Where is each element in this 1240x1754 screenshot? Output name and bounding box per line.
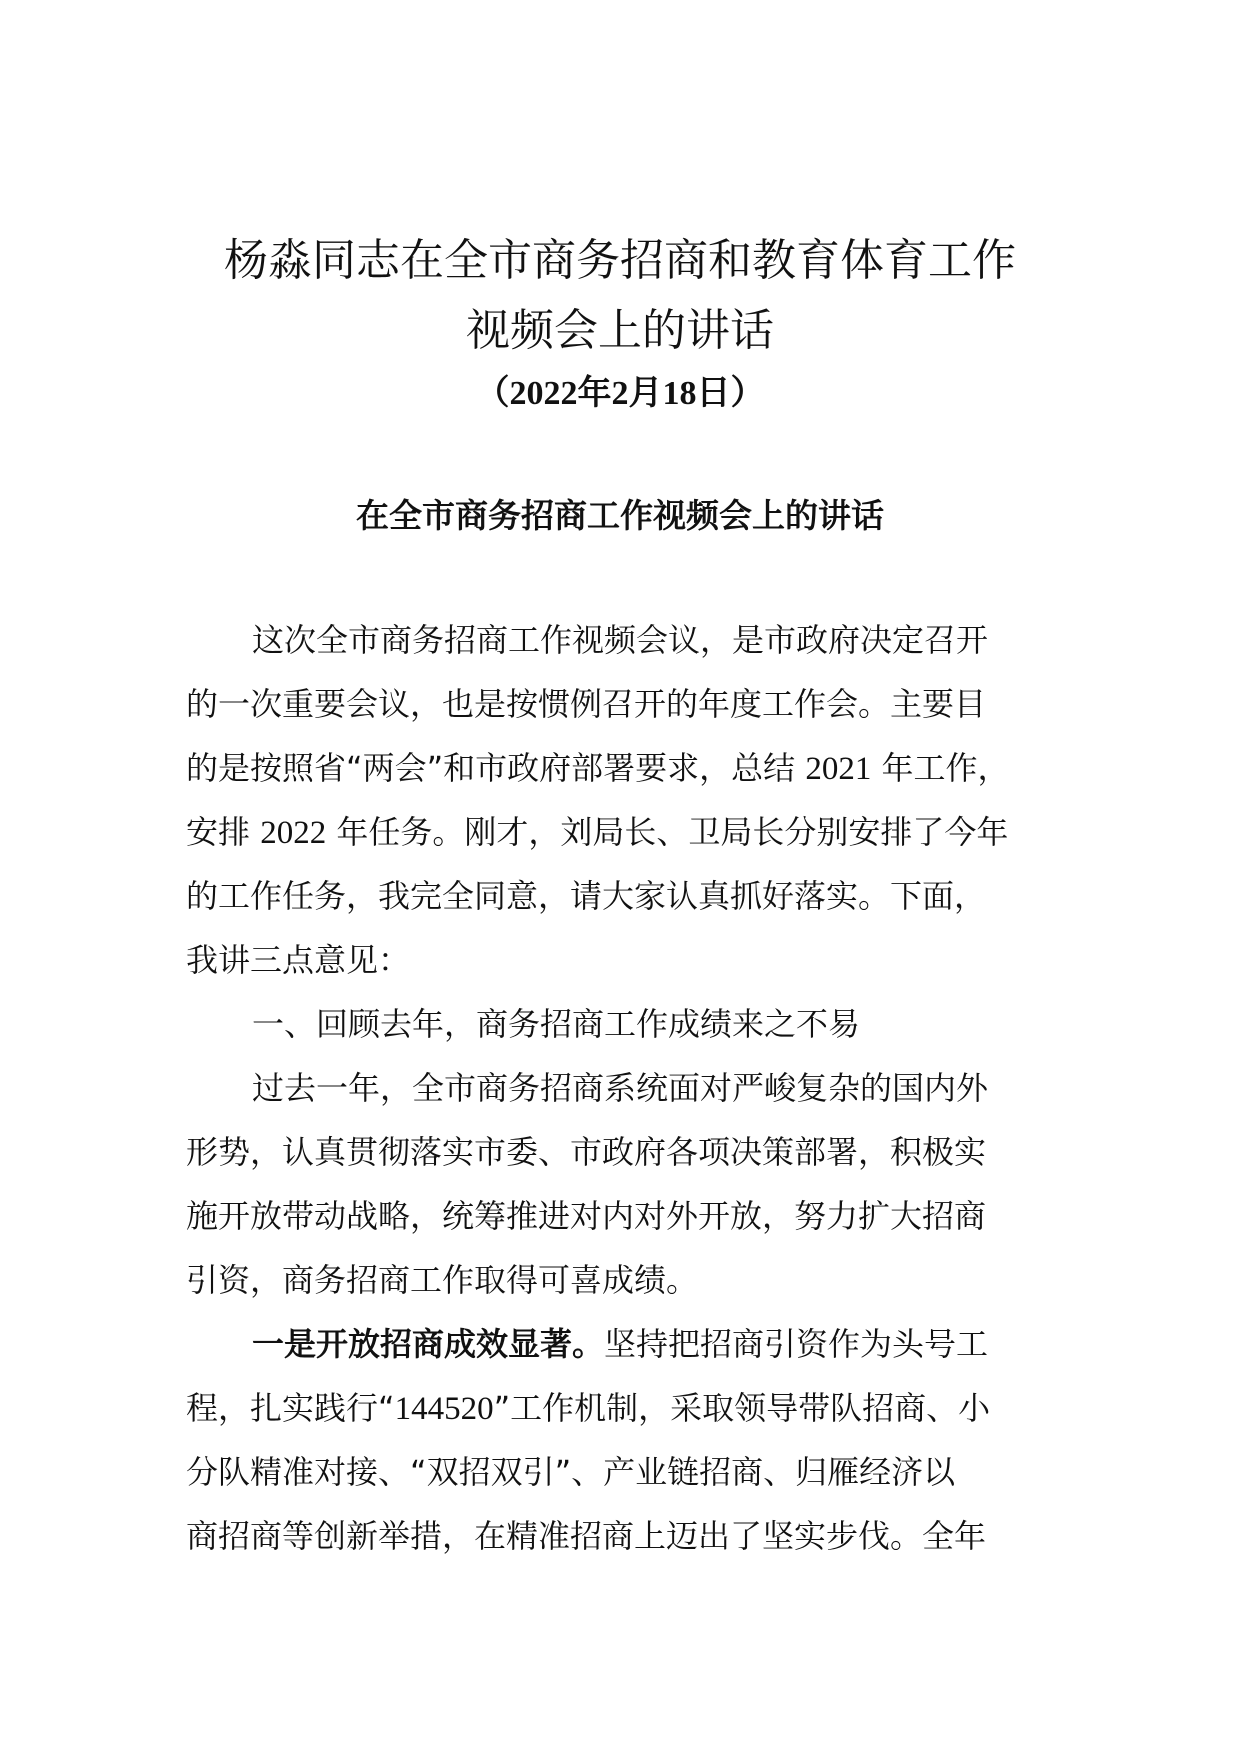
paragraph-line: [252, 1066, 988, 1110]
line-text: 年任务。刚才，刘局长、卫局长分别安排了今年: [336, 813, 1009, 851]
paragraph-line: [186, 682, 986, 726]
paragraph-line: [186, 874, 986, 918]
line-text: 的是按照省“两会”和市政府部署要求，总结: [186, 749, 796, 787]
paragraph-line: [186, 746, 1010, 791]
paragraph-line: [186, 810, 1008, 855]
line-text: 程，扎实践行“: [186, 1389, 395, 1427]
line-text: 这次全市商务招商工作视频会议，是市政府决定召开: [252, 621, 989, 659]
section-subtitle: 在全市商务招商工作视频会上的讲话: [356, 496, 884, 535]
paragraph-line: [186, 938, 410, 982]
section-heading-1: [252, 1002, 860, 1046]
document-title-line-1: 杨淼同志在全市商务招商和教育体育工作: [224, 235, 1016, 286]
line-text: ”工作机制，采取领导带队招商、小: [493, 1389, 991, 1427]
paragraph-line: [186, 1450, 955, 1494]
paragraph-line: [186, 1258, 698, 1302]
line-text: 的工作任务，我完全同意，请大家认真抓好落实。下面，: [186, 877, 987, 915]
line-text: 安排: [186, 813, 251, 851]
line-text: 的一次重要会议，也是按惯例召开的年度工作会。主要目: [186, 685, 987, 723]
paragraph-line: [186, 1386, 990, 1431]
paragraph-line: [186, 1130, 986, 1174]
paragraph-line: [186, 1194, 986, 1238]
paragraph-line: [252, 1322, 988, 1366]
year-number: 2021: [805, 751, 872, 787]
paragraph-line: [186, 1514, 986, 1558]
paragraph-line: [252, 618, 988, 662]
line-text: 坚持把招商引资作为头号工: [604, 1325, 989, 1363]
mechanism-number: 144520: [394, 1391, 494, 1427]
line-text: 过去一年，全市商务招商系统面对严峻复杂的国内外: [252, 1069, 989, 1107]
line-text: 年工作，: [881, 749, 1010, 787]
line-text: 施开放带动战略，统筹推进对内对外开放，努力扩大招商: [186, 1197, 987, 1235]
document-title-line-2: 视频会上的讲话: [466, 305, 774, 356]
line-text: 商招商等创新举措，在精准招商上迈出了坚实步伐。全年: [186, 1517, 987, 1555]
line-text: 引资，商务招商工作取得可喜成绩。: [186, 1261, 699, 1299]
line-text: 我讲三点意见：: [186, 941, 411, 979]
bold-lead-phrase: 一是开放招商成效显著。: [252, 1325, 605, 1363]
heading-text: 一、回顾去年，商务招商工作成绩来之不易: [252, 1005, 861, 1043]
document-date: （2022年2月18日）: [475, 375, 765, 412]
line-text: 形势，认真贯彻落实市委、市政府各项决策部署，积极实: [186, 1133, 987, 1171]
line-text: 分队精准对接、“双招双引”、产业链招商、归雁经济以: [186, 1453, 956, 1491]
year-number: 2022: [260, 815, 327, 851]
